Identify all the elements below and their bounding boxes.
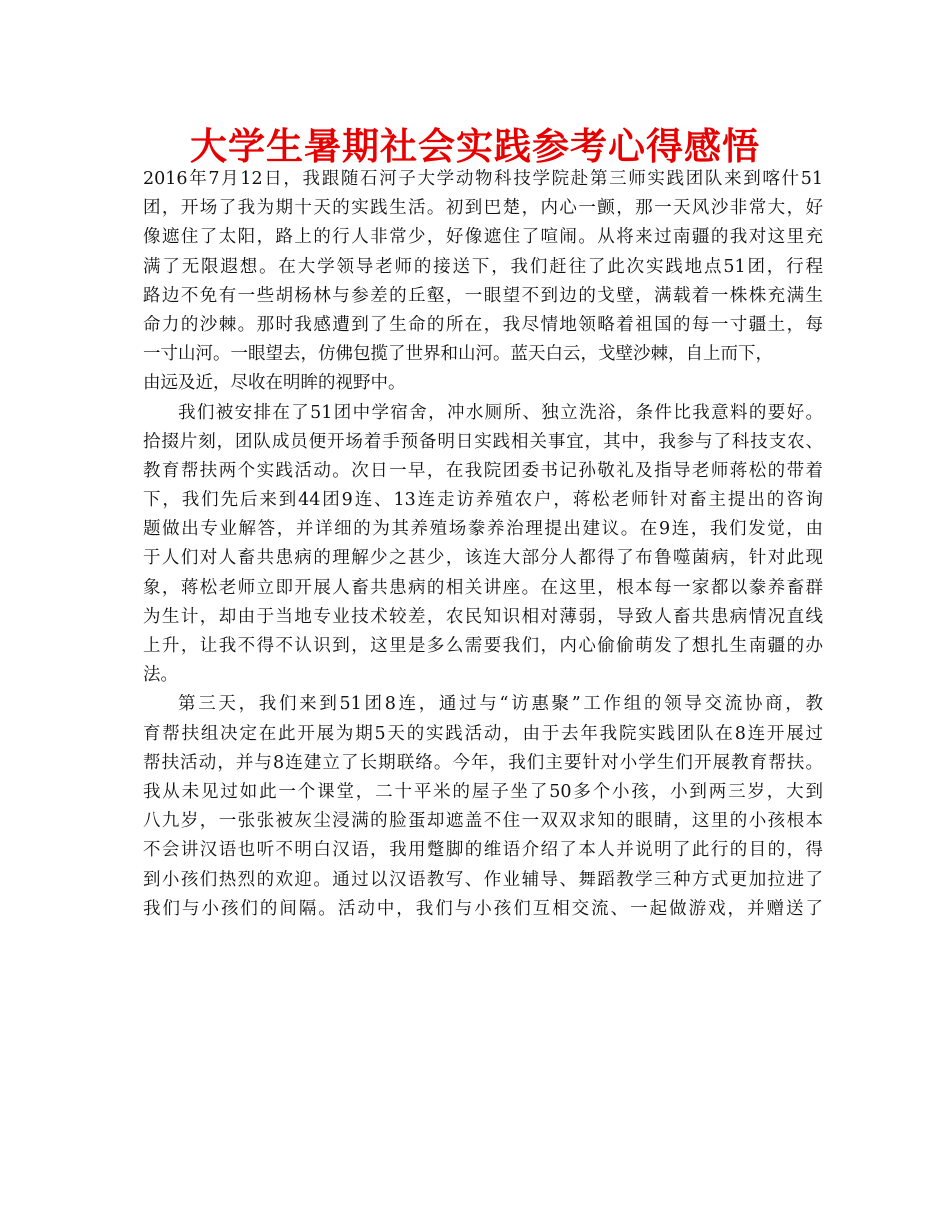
text-line: 第三天，我们来到51团8连，通过与“访惠聚”工作组的领导交流协商，教 [178,694,823,715]
text-line: 象，蒋松老师立即开展人畜共患病的相关讲座。在这里，根本每一家都以豢养畜群 [143,577,823,598]
paragraph [143,165,823,399]
document-title: 大学生暑期社会实践参考心得感悟 [190,125,760,168]
text-line: 命力的沙棘。那时我感遭到了生命的所在，我尽情地领略着祖国的每一寸疆土，每 [143,314,823,335]
text-line: 到小孩们热烈的欢迎。通过以汉语教写、作业辅导、舞蹈教学三种方式更加拉进了 [143,869,823,890]
paragraph [143,399,823,691]
text-line: 路边不免有一些胡杨林与参差的丘壑，一眼望不到边的戈壁，满载着一株株充满生 [143,285,823,306]
text-line: 拾掇片刻，团队成员便开场着手预备明日实践相关事宜，其中，我参与了科技支农、 [143,431,823,452]
text-line: 八九岁，一张张被灰尘浸满的脸蛋却遮盖不住一双双求知的眼睛，这里的小孩根本 [143,811,823,832]
text-line: 团，开场了我为期十天的实践生活。初到巴楚，内心一颤，那一天风沙非常大，好 [143,198,823,219]
text-line: 2016年7月12日，我跟随石河子大学动物科技学院赴第三师实践团队来到喀什51 [143,169,823,189]
text-line: 上升，让我不得不认识到，这里是多么需要我们，内心偷偷萌发了想扎生南疆的办 [143,636,823,656]
text-line: 我们与小孩们的间隔。活动中，我们与小孩们互相交流、一起做游戏，并赠送了 [143,898,823,919]
text-line: 题做出专业解答，并详细的为其养殖场豢养治理提出建议。在9连，我们发觉，由 [143,519,823,540]
text-line: 不会讲汉语也听不明白汉语，我用蹩脚的维语介绍了本人并说明了此行的目的，得 [143,840,823,861]
text-line: 教育帮扶两个实践活动。次日一早，在我院团委书记孙敬礼及指导老师蒋松的带着 [143,460,823,481]
paragraph [143,690,823,924]
text-line: 我们被安排在了51团中学宿舍，冲水厕所、独立洗浴，条件比我意料的要好。 [178,402,823,423]
text-line: 我从未见过如此一个课堂，二十平米的屋子坐了50多个小孩，小到两三岁，大到 [143,781,823,802]
text-line: 像遮住了太阳，路上的行人非常少，好像遮住了喧闹。从将来过南疆的我对这里充 [143,227,823,248]
text-line: 由远及近，尽收在明眸的视野中。 [143,373,406,394]
text-line: 于人们对人畜共患病的理解少之甚少，该连大部分人都得了布鲁噬菌病，针对此现 [143,548,823,569]
text-line: 帮扶活动，并与8连建立了长期联络。今年，我们主要针对小学生们开展教育帮扶。 [143,752,823,773]
text-line: 为生计，却由于当地专业技术较差，农民知识相对薄弱，导致人畜共患病情况直线 [143,606,823,627]
text-line: 法。 [143,665,178,686]
text-line: 育帮扶组决定在此开展为期5天的实践活动，由于去年我院实践团队在8连开展过 [143,723,823,744]
text-line: 一寸山河。一眼望去，仿佛包揽了世界和山河。蓝天白云，戈壁沙棘，自上而下， [143,344,773,365]
text-line: 下，我们先后来到44团9连、13连走访养殖农户，蒋松老师针对畜主提出的咨询 [143,490,823,511]
document-body [143,165,823,924]
text-line: 满了无限遐想。在大学领导老师的接送下，我们赶往了此次实践地点51团，行程 [143,256,823,277]
